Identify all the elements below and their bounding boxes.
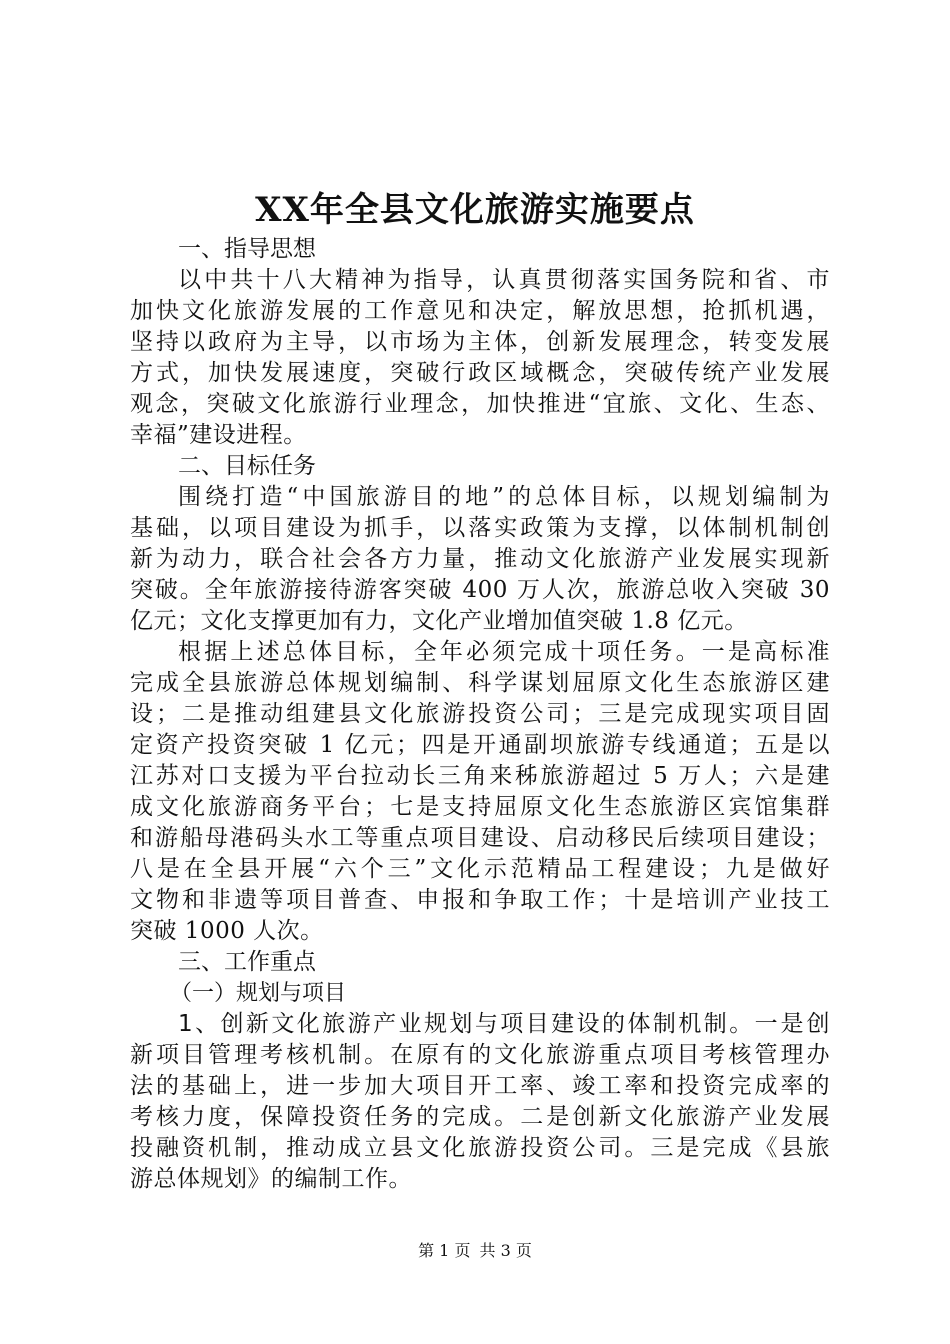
paragraph-goals-overall: [130, 482, 830, 637]
paragraph-goals-ten-tasks: [130, 637, 830, 947]
section-heading-work-focus: 三、工作重点: [178, 949, 316, 975]
item-text: 一是创: [754, 1011, 830, 1037]
text-line: 根据上述总体目标，全年必须完成十项任务。一是高标准: [178, 639, 830, 665]
text-line: 基础，以项目建设为抓手，以落实政策为支撑，以体制机制创: [130, 515, 830, 541]
text-line: 围绕打造“中国旅游目的地”的总体目标，以规划编制为: [178, 484, 830, 510]
text-line: 亿元；文化支撑更加有力，文化产业增加值突破 1.8 亿元。: [130, 608, 748, 634]
text-line: 加快文化旅游发展的工作意见和决定，解放思想，抢抓机遇，: [130, 298, 830, 324]
document-body: [130, 234, 830, 1195]
text-line: 新为动力，联合社会各方力量，推动文化旅游产业发展实现新: [130, 546, 830, 572]
text-line: 成文化旅游商务平台；七是支持屈原文化生态旅游区宾馆集群: [130, 794, 830, 820]
text-line: 八是在全县开展“六个三”文化示范精品工程建设；九是做好: [130, 856, 830, 882]
document-title: XX年全县文化旅游实施要点: [255, 190, 695, 230]
text-line: 游总体规划》的编制工作。: [130, 1166, 412, 1192]
text-line: 方式，加快发展速度，突破行政区域概念，突破传统产业发展: [130, 360, 830, 386]
text-line: 定资产投资突破 1 亿元；四是开通副坝旅游专线通道；五是以: [130, 732, 830, 758]
text-line: 考核力度，保障投资任务的完成。二是创新文化旅游产业发展: [130, 1104, 830, 1130]
text-line: 坚持以政府为主导，以市场为主体，创新发展理念，转变发展: [130, 329, 830, 355]
text-line: 法的基础上，进一步加大项目开工率、竣工率和投资完成率的: [130, 1073, 830, 1099]
subsection-heading-planning-projects: （一）规划与项目: [170, 981, 347, 1006]
text-line: 完成全县旅游总体规划编制、科学谋划屈原文化生态旅游区建: [130, 670, 830, 696]
page-total: 共 3 页: [479, 1241, 532, 1260]
text-line: 文物和非遗等项目普查、申报和争取工作；十是培训产业技工: [130, 887, 830, 913]
text-line: 新项目管理考核机制。在原有的文化旅游重点项目考核管理办: [130, 1042, 830, 1068]
page-number: 第 1 页: [418, 1241, 471, 1260]
text-line: 以中共十八大精神为指导，认真贯彻落实国务院和省、市: [178, 267, 830, 293]
page-footer: [0, 1240, 950, 1262]
text-line: 设；二是推动组建县文化旅游投资公司；三是完成现实项目固: [130, 701, 830, 727]
text-line: 江苏对口支援为平台拉动长三角来秭旅游超过 5 万人；六是建: [130, 763, 830, 789]
text-line: 和游船母港码头水工等重点项目建设、启动移民后续项目建设；: [130, 825, 830, 851]
text-line: [130, 1009, 830, 1040]
section-heading-guiding-ideology: 一、指导思想: [178, 236, 316, 262]
text-line: 突破。全年旅游接待游客突破 400 万人次，旅游总收入突破 30: [130, 577, 830, 603]
text-line: 投融资机制，推动成立县文化旅游投资公司。三是完成《县旅: [130, 1135, 830, 1161]
text-line: 观念，突破文化旅游行业理念，加快推进“宜旅、文化、生态、: [130, 391, 830, 417]
paragraph-guiding-ideology: [130, 265, 830, 451]
section-heading-goals: 二、目标任务: [178, 453, 316, 479]
text-line: 幸福”建设进程。: [130, 422, 307, 448]
text-line: 突破 1000 人次。: [130, 918, 324, 944]
paragraph-planning-mechanism: [130, 1009, 830, 1195]
item-title-bold: 1、创新文化旅游产业规划与项目建设的体制机制。: [178, 1011, 755, 1037]
